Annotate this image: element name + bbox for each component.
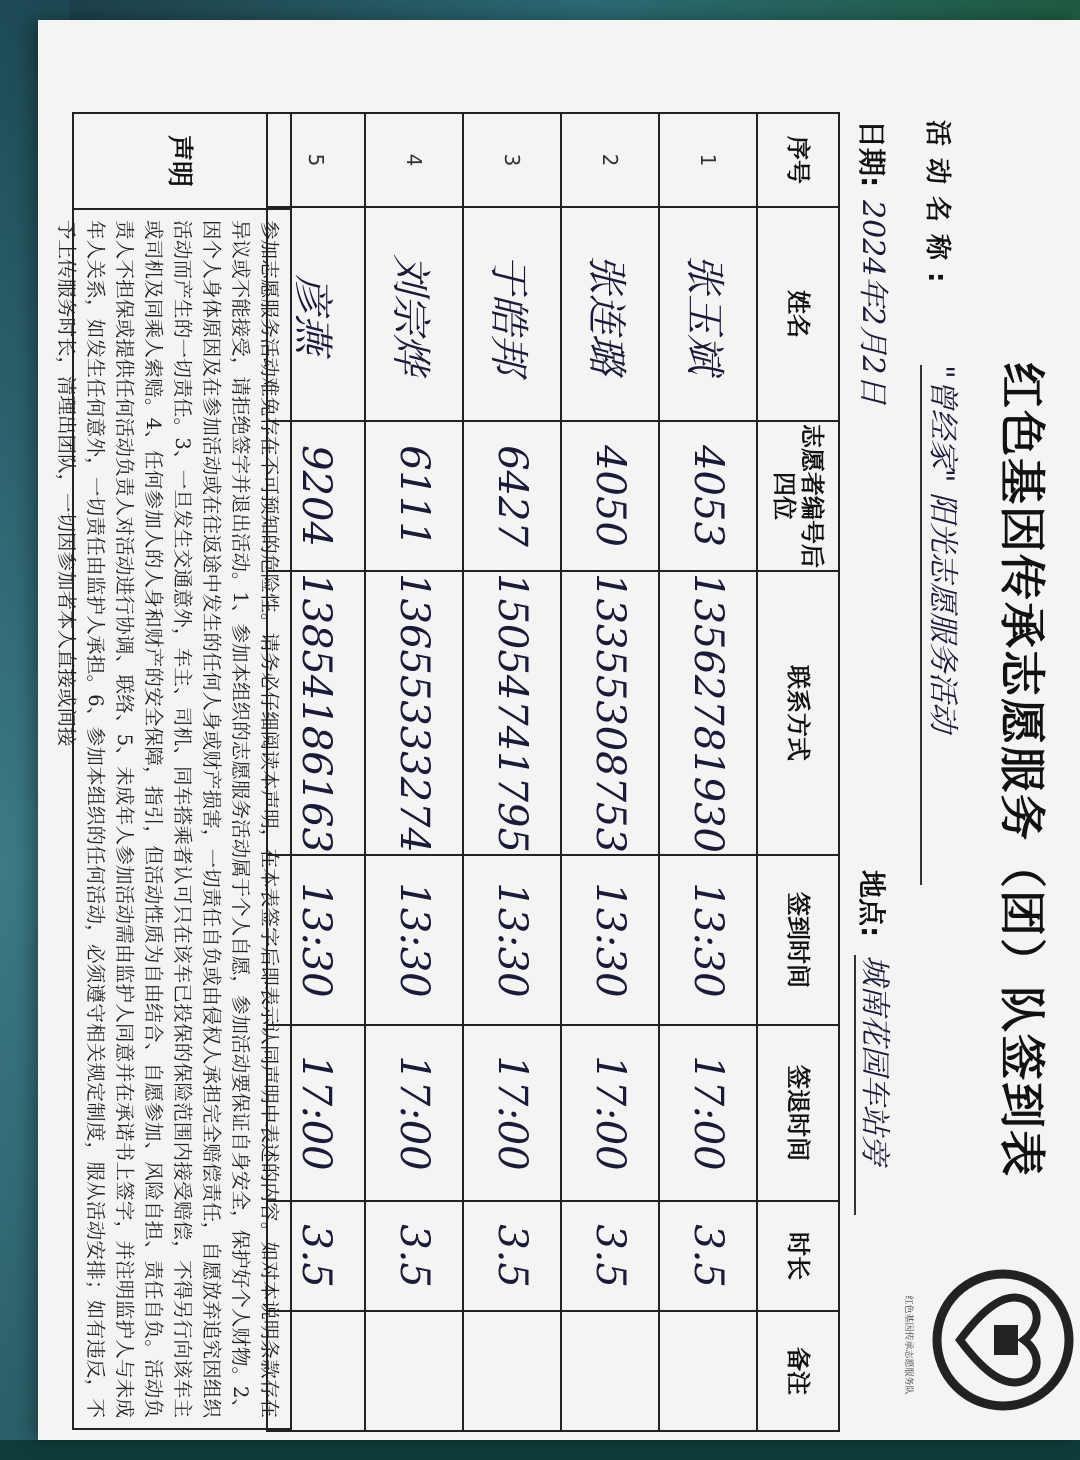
row-name: 刘宗烨 bbox=[365, 207, 463, 421]
row-name: 于皓邦 bbox=[463, 207, 561, 421]
row-sign-out: 17:00 bbox=[267, 1025, 365, 1201]
logo-org-text: 红色基因传承志愿服务队 bbox=[903, 1295, 913, 1395]
location-value: 城南花园车站旁 bbox=[854, 955, 900, 1215]
activity-label: 活动名称: bbox=[922, 120, 952, 295]
row-phone: 13355308753 bbox=[561, 571, 659, 855]
row-phone: 13854186163 bbox=[267, 571, 365, 855]
row-volunteer-id: 6427 bbox=[463, 421, 561, 571]
row-index: 4 bbox=[365, 113, 463, 207]
row-sign-in: 13:30 bbox=[463, 855, 561, 1025]
row-phone: 13655333274 bbox=[365, 571, 463, 855]
row-phone: 13562781930 bbox=[659, 571, 757, 855]
row-hours: 3.5 bbox=[463, 1201, 561, 1311]
rotated-page bbox=[38, 20, 1080, 1460]
row-note bbox=[561, 1311, 659, 1431]
sign-in-table bbox=[266, 112, 840, 1432]
row-sign-out: 17:00 bbox=[659, 1025, 757, 1201]
paper-sheet bbox=[38, 20, 1080, 1440]
header-index: 序号 bbox=[757, 113, 839, 207]
table-row bbox=[561, 113, 659, 1431]
row-sign-in: 13:30 bbox=[561, 855, 659, 1025]
row-sign-out: 17:00 bbox=[463, 1025, 561, 1201]
header-note: 备注 bbox=[757, 1311, 839, 1431]
row-name: 张玉斌 bbox=[659, 207, 757, 421]
row-name: 张连璐 bbox=[561, 207, 659, 421]
header-sign-in: 签到时间 bbox=[757, 855, 839, 1025]
page-title: 红色基因传承志愿服务（团）队签到表 bbox=[995, 362, 1049, 1178]
header-name: 姓名 bbox=[757, 207, 839, 421]
header-hours: 时长 bbox=[757, 1201, 839, 1311]
row-sign-out: 17:00 bbox=[561, 1025, 659, 1201]
row-sign-out: 17:00 bbox=[365, 1025, 463, 1201]
location-label: 地点: bbox=[855, 870, 888, 938]
row-volunteer-id: 4050 bbox=[561, 421, 659, 571]
row-sign-in: 13:30 bbox=[659, 855, 757, 1025]
activity-value: "曾经家" 阳光志愿服务活动 bbox=[920, 365, 968, 885]
declaration-box bbox=[55, 112, 292, 1430]
declaration-text: 参加志愿服务活动难免存在不可预知的危险性。请务必仔细阅读本声明，在本表签字后即表示认同声明中表述的内容。如对本说明条款存在异议或不能接受，请拒绝签字并退出活动。1、参加本组织的志愿服务活动属于个人自愿，参加活动要保证自身安全，保护好个人财物。2、因个人身体原因及在参加活动或在往返途中发生的任何人身或财产损害，一切责任自负或由侵权人承担完全赔偿责任，自愿放弃追究因组织活动而产生的一切责任。3、一旦发生交通意外，车主、司机、同车搭乘者认可只在该车已投保的保险范围内接受赔偿，不得另行向该车主或司机及同乘人索赔。4、任何参加人的人身和财产的安全保障，指引，但活动性质为自由结合、自愿参加、风险自担、责任自负。活动负责人不担保或提供任何活动负责人对活动进行协调、联络、5、未成年人参加活动需由监护人同意并在承诺书上签字，并注明监护人与未成年人关系，如发生任何意外，一切责任由监护人承担。6、参加本组织的任何活动，必须遵守相关规定制度，服从活动安排；如有违反，不予上传服务时长，清理出团队，一切因参加者本人直接或间接 bbox=[55, 220, 281, 1418]
row-volunteer-id: 9204 bbox=[267, 421, 365, 571]
row-hours: 3.5 bbox=[659, 1201, 757, 1311]
heart-hands-logo-icon bbox=[928, 1265, 1078, 1415]
row-note bbox=[659, 1311, 757, 1431]
row-hours: 3.5 bbox=[365, 1201, 463, 1311]
row-index: 1 bbox=[659, 113, 757, 207]
header-volunteer-id: 志愿者编号后四位 bbox=[757, 421, 839, 571]
table-row bbox=[463, 113, 561, 1431]
row-note bbox=[365, 1311, 463, 1431]
row-phone: 15054741795 bbox=[463, 571, 561, 855]
row-volunteer-id: 4053 bbox=[659, 421, 757, 571]
table-row bbox=[365, 113, 463, 1431]
header-phone: 联系方式 bbox=[757, 571, 839, 855]
declaration-label: 声明 bbox=[74, 114, 290, 210]
row-volunteer-id: 6111 bbox=[365, 421, 463, 571]
row-note bbox=[463, 1311, 561, 1431]
table-row bbox=[659, 113, 757, 1431]
row-sign-in: 13:30 bbox=[267, 855, 365, 1025]
row-sign-in: 13:30 bbox=[365, 855, 463, 1025]
date-value: 2024年2月2日 bbox=[855, 200, 890, 405]
row-name: 彦燕 bbox=[267, 207, 365, 421]
row-index: 3 bbox=[463, 113, 561, 207]
table-header-row bbox=[757, 113, 839, 1431]
header-sign-out: 签退时间 bbox=[757, 1025, 839, 1201]
row-index: 2 bbox=[561, 113, 659, 207]
row-hours: 3.5 bbox=[561, 1201, 659, 1311]
row-index: 5 bbox=[267, 113, 365, 207]
date-label: 日期: bbox=[855, 120, 888, 188]
row-hours: 3.5 bbox=[267, 1201, 365, 1311]
